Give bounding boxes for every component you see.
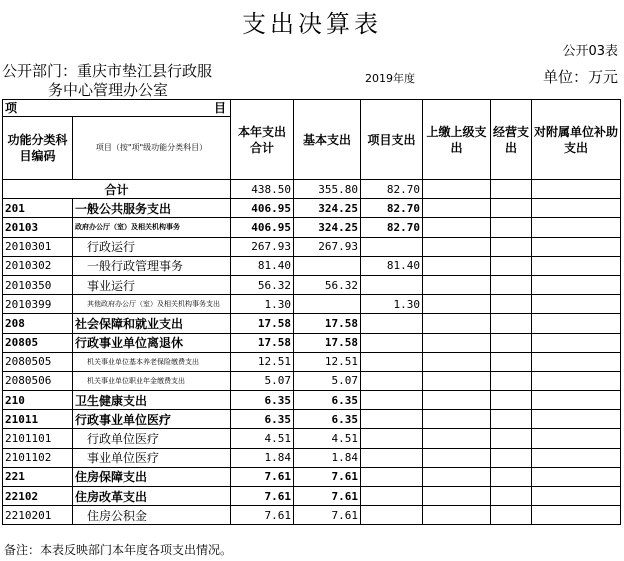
- footnote: 备注：本表反映部门本年度各项支出情况。: [4, 543, 233, 557]
- header-basic: 基本支出: [294, 100, 361, 180]
- row-subsidy: [532, 448, 621, 467]
- row-subsidy: [532, 487, 621, 506]
- row-business: [491, 429, 532, 448]
- row-business: [491, 410, 532, 429]
- table-row: [3, 352, 621, 371]
- row-project: 82.70: [361, 199, 423, 218]
- row-basic: 7.61: [294, 506, 361, 525]
- row-project: [361, 506, 423, 525]
- row-sum: 5.07: [231, 371, 294, 390]
- row-subsidy: [532, 218, 621, 237]
- row-basic: 56.32: [294, 275, 361, 294]
- row-name: 行政事业单位医疗: [73, 410, 231, 429]
- row-code: 22102: [3, 487, 73, 506]
- header-item-name: 项目（按"项"级功能分类科目）: [73, 117, 231, 180]
- row-upper: [423, 448, 491, 467]
- row-sum: 17.58: [231, 314, 294, 333]
- header-mu: 目: [214, 101, 227, 115]
- row-project: [361, 371, 423, 390]
- row-basic: 1.84: [294, 448, 361, 467]
- table-row: [3, 506, 621, 525]
- row-name: 卫生健康支出: [73, 391, 231, 410]
- row-basic: [294, 295, 361, 314]
- row-business: [491, 199, 532, 218]
- row-basic: 5.07: [294, 371, 361, 390]
- row-upper: [423, 275, 491, 294]
- table-row: [3, 237, 621, 256]
- row-upper: [423, 295, 491, 314]
- row-upper: [423, 314, 491, 333]
- row-name: 住房保障支出: [73, 467, 231, 486]
- table-row: [3, 410, 621, 429]
- row-subsidy: [532, 410, 621, 429]
- row-business: [491, 256, 532, 275]
- row-upper: [423, 506, 491, 525]
- header-business: 经营支出: [491, 100, 532, 180]
- form-number: 公开03表: [562, 44, 618, 59]
- row-project: [361, 352, 423, 371]
- total-upper: [423, 180, 491, 199]
- row-code: 21011: [3, 410, 73, 429]
- row-name: 政府办公厅（室）及相关机构事务: [73, 218, 231, 237]
- expenditure-table: [2, 99, 621, 525]
- row-upper: [423, 429, 491, 448]
- row-business: [491, 506, 532, 525]
- unit-label: 单位：万元: [542, 68, 618, 86]
- row-sum: 406.95: [231, 199, 294, 218]
- total-subsidy: [532, 180, 621, 199]
- row-business: [491, 333, 532, 352]
- table-row: [3, 467, 621, 486]
- row-name: 一般行政管理事务: [73, 256, 231, 275]
- row-sum: 7.61: [231, 487, 294, 506]
- row-name: 机关事业单位基本养老保险缴费支出: [73, 352, 231, 371]
- row-upper: [423, 333, 491, 352]
- row-subsidy: [532, 256, 621, 275]
- row-name: 行政运行: [73, 237, 231, 256]
- total-project: 82.70: [361, 180, 423, 199]
- row-basic: 12.51: [294, 352, 361, 371]
- row-project: [361, 237, 423, 256]
- row-business: [491, 391, 532, 410]
- row-upper: [423, 237, 491, 256]
- row-project: [361, 429, 423, 448]
- table-row: [3, 371, 621, 390]
- row-business: [491, 218, 532, 237]
- total-business: [491, 180, 532, 199]
- row-sum: 6.35: [231, 410, 294, 429]
- fiscal-year: 2019年度: [365, 72, 415, 85]
- row-upper: [423, 391, 491, 410]
- row-code: 2010350: [3, 275, 73, 294]
- row-code: 20805: [3, 333, 73, 352]
- row-basic: 324.25: [294, 199, 361, 218]
- table-row: [3, 448, 621, 467]
- row-code: 2010302: [3, 256, 73, 275]
- header-row-top: [3, 100, 621, 117]
- row-subsidy: [532, 314, 621, 333]
- row-name: 行政事业单位离退休: [73, 333, 231, 352]
- total-basic: 355.80: [294, 180, 361, 199]
- row-code: 2101102: [3, 448, 73, 467]
- row-business: [491, 487, 532, 506]
- row-subsidy: [532, 371, 621, 390]
- row-name: 事业运行: [73, 275, 231, 294]
- row-sum: 7.61: [231, 467, 294, 486]
- row-code: 221: [3, 467, 73, 486]
- row-upper: [423, 371, 491, 390]
- row-business: [491, 314, 532, 333]
- row-business: [491, 448, 532, 467]
- row-name: 住房改革支出: [73, 487, 231, 506]
- row-sum: 56.32: [231, 275, 294, 294]
- row-subsidy: [532, 237, 621, 256]
- row-project: [361, 487, 423, 506]
- row-business: [491, 352, 532, 371]
- row-subsidy: [532, 295, 621, 314]
- page-title: 支出决算表: [242, 10, 382, 38]
- row-project: [361, 391, 423, 410]
- row-sum: 1.30: [231, 295, 294, 314]
- row-code: 2210201: [3, 506, 73, 525]
- row-subsidy: [532, 352, 621, 371]
- row-upper: [423, 467, 491, 486]
- table-row: [3, 218, 621, 237]
- row-subsidy: [532, 506, 621, 525]
- row-upper: [423, 352, 491, 371]
- total-row: [3, 180, 621, 199]
- row-name: 住房公积金: [73, 506, 231, 525]
- row-upper: [423, 199, 491, 218]
- row-basic: 4.51: [294, 429, 361, 448]
- row-basic: 7.61: [294, 467, 361, 486]
- table-row: [3, 275, 621, 294]
- row-business: [491, 467, 532, 486]
- row-project: 1.30: [361, 295, 423, 314]
- row-code: 208: [3, 314, 73, 333]
- row-basic: 17.58: [294, 333, 361, 352]
- header-project: 项目支出: [361, 100, 423, 180]
- row-code: 2101101: [3, 429, 73, 448]
- row-code: 20103: [3, 218, 73, 237]
- row-basic: 324.25: [294, 218, 361, 237]
- row-project: 82.70: [361, 218, 423, 237]
- row-basic: 6.35: [294, 410, 361, 429]
- row-sum: 406.95: [231, 218, 294, 237]
- row-project: 81.40: [361, 256, 423, 275]
- row-sum: 17.58: [231, 333, 294, 352]
- row-project: [361, 448, 423, 467]
- table-row: [3, 295, 621, 314]
- row-code: 201: [3, 199, 73, 218]
- header-xiang: 项: [5, 101, 18, 115]
- row-name: 行政单位医疗: [73, 429, 231, 448]
- row-sum: 12.51: [231, 352, 294, 371]
- row-project: [361, 467, 423, 486]
- table-row: [3, 256, 621, 275]
- row-basic: 17.58: [294, 314, 361, 333]
- row-project: [361, 333, 423, 352]
- table-row: [3, 314, 621, 333]
- row-sum: 267.93: [231, 237, 294, 256]
- row-upper: [423, 256, 491, 275]
- row-basic: 6.35: [294, 391, 361, 410]
- department-label-line2: 务中心管理办公室: [48, 81, 169, 99]
- header-total: 本年支出合计: [231, 100, 294, 180]
- table-row: [3, 333, 621, 352]
- row-code: 210: [3, 391, 73, 410]
- row-project: [361, 410, 423, 429]
- table-row: [3, 487, 621, 506]
- table-row: [3, 391, 621, 410]
- total-sum: 438.50: [231, 180, 294, 199]
- department-label: 公开部门：重庆市垫江县行政服: [2, 62, 213, 80]
- row-sum: 4.51: [231, 429, 294, 448]
- row-subsidy: [532, 391, 621, 410]
- row-upper: [423, 487, 491, 506]
- row-upper: [423, 410, 491, 429]
- row-upper: [423, 218, 491, 237]
- row-code: 2010301: [3, 237, 73, 256]
- row-business: [491, 295, 532, 314]
- row-basic: 7.61: [294, 487, 361, 506]
- row-subsidy: [532, 275, 621, 294]
- row-business: [491, 371, 532, 390]
- row-sum: 81.40: [231, 256, 294, 275]
- header-code: 功能分类科目编码: [3, 117, 73, 180]
- table-row: [3, 429, 621, 448]
- row-sum: 7.61: [231, 506, 294, 525]
- row-name: 其他政府办公厅（室）及相关机构事务支出: [73, 295, 231, 314]
- row-project: [361, 275, 423, 294]
- row-code: 2080505: [3, 352, 73, 371]
- row-code: 2010399: [3, 295, 73, 314]
- header-project-item: [3, 100, 231, 117]
- header-subsidy: 对附属单位补助支出: [532, 100, 621, 180]
- row-name: 机关事业单位职业年金缴费支出: [73, 371, 231, 390]
- row-project: [361, 314, 423, 333]
- row-business: [491, 275, 532, 294]
- row-code: 2080506: [3, 371, 73, 390]
- row-subsidy: [532, 467, 621, 486]
- row-name: 事业单位医疗: [73, 448, 231, 467]
- row-business: [491, 237, 532, 256]
- row-subsidy: [532, 429, 621, 448]
- row-sum: 1.84: [231, 448, 294, 467]
- row-subsidy: [532, 333, 621, 352]
- row-name: 社会保障和就业支出: [73, 314, 231, 333]
- table-row: [3, 199, 621, 218]
- row-basic: [294, 256, 361, 275]
- row-basic: 267.93: [294, 237, 361, 256]
- row-sum: 6.35: [231, 391, 294, 410]
- header-upper: 上缴上级支出: [423, 100, 491, 180]
- total-label: 合计: [3, 180, 231, 199]
- row-name: 一般公共服务支出: [73, 199, 231, 218]
- row-subsidy: [532, 199, 621, 218]
